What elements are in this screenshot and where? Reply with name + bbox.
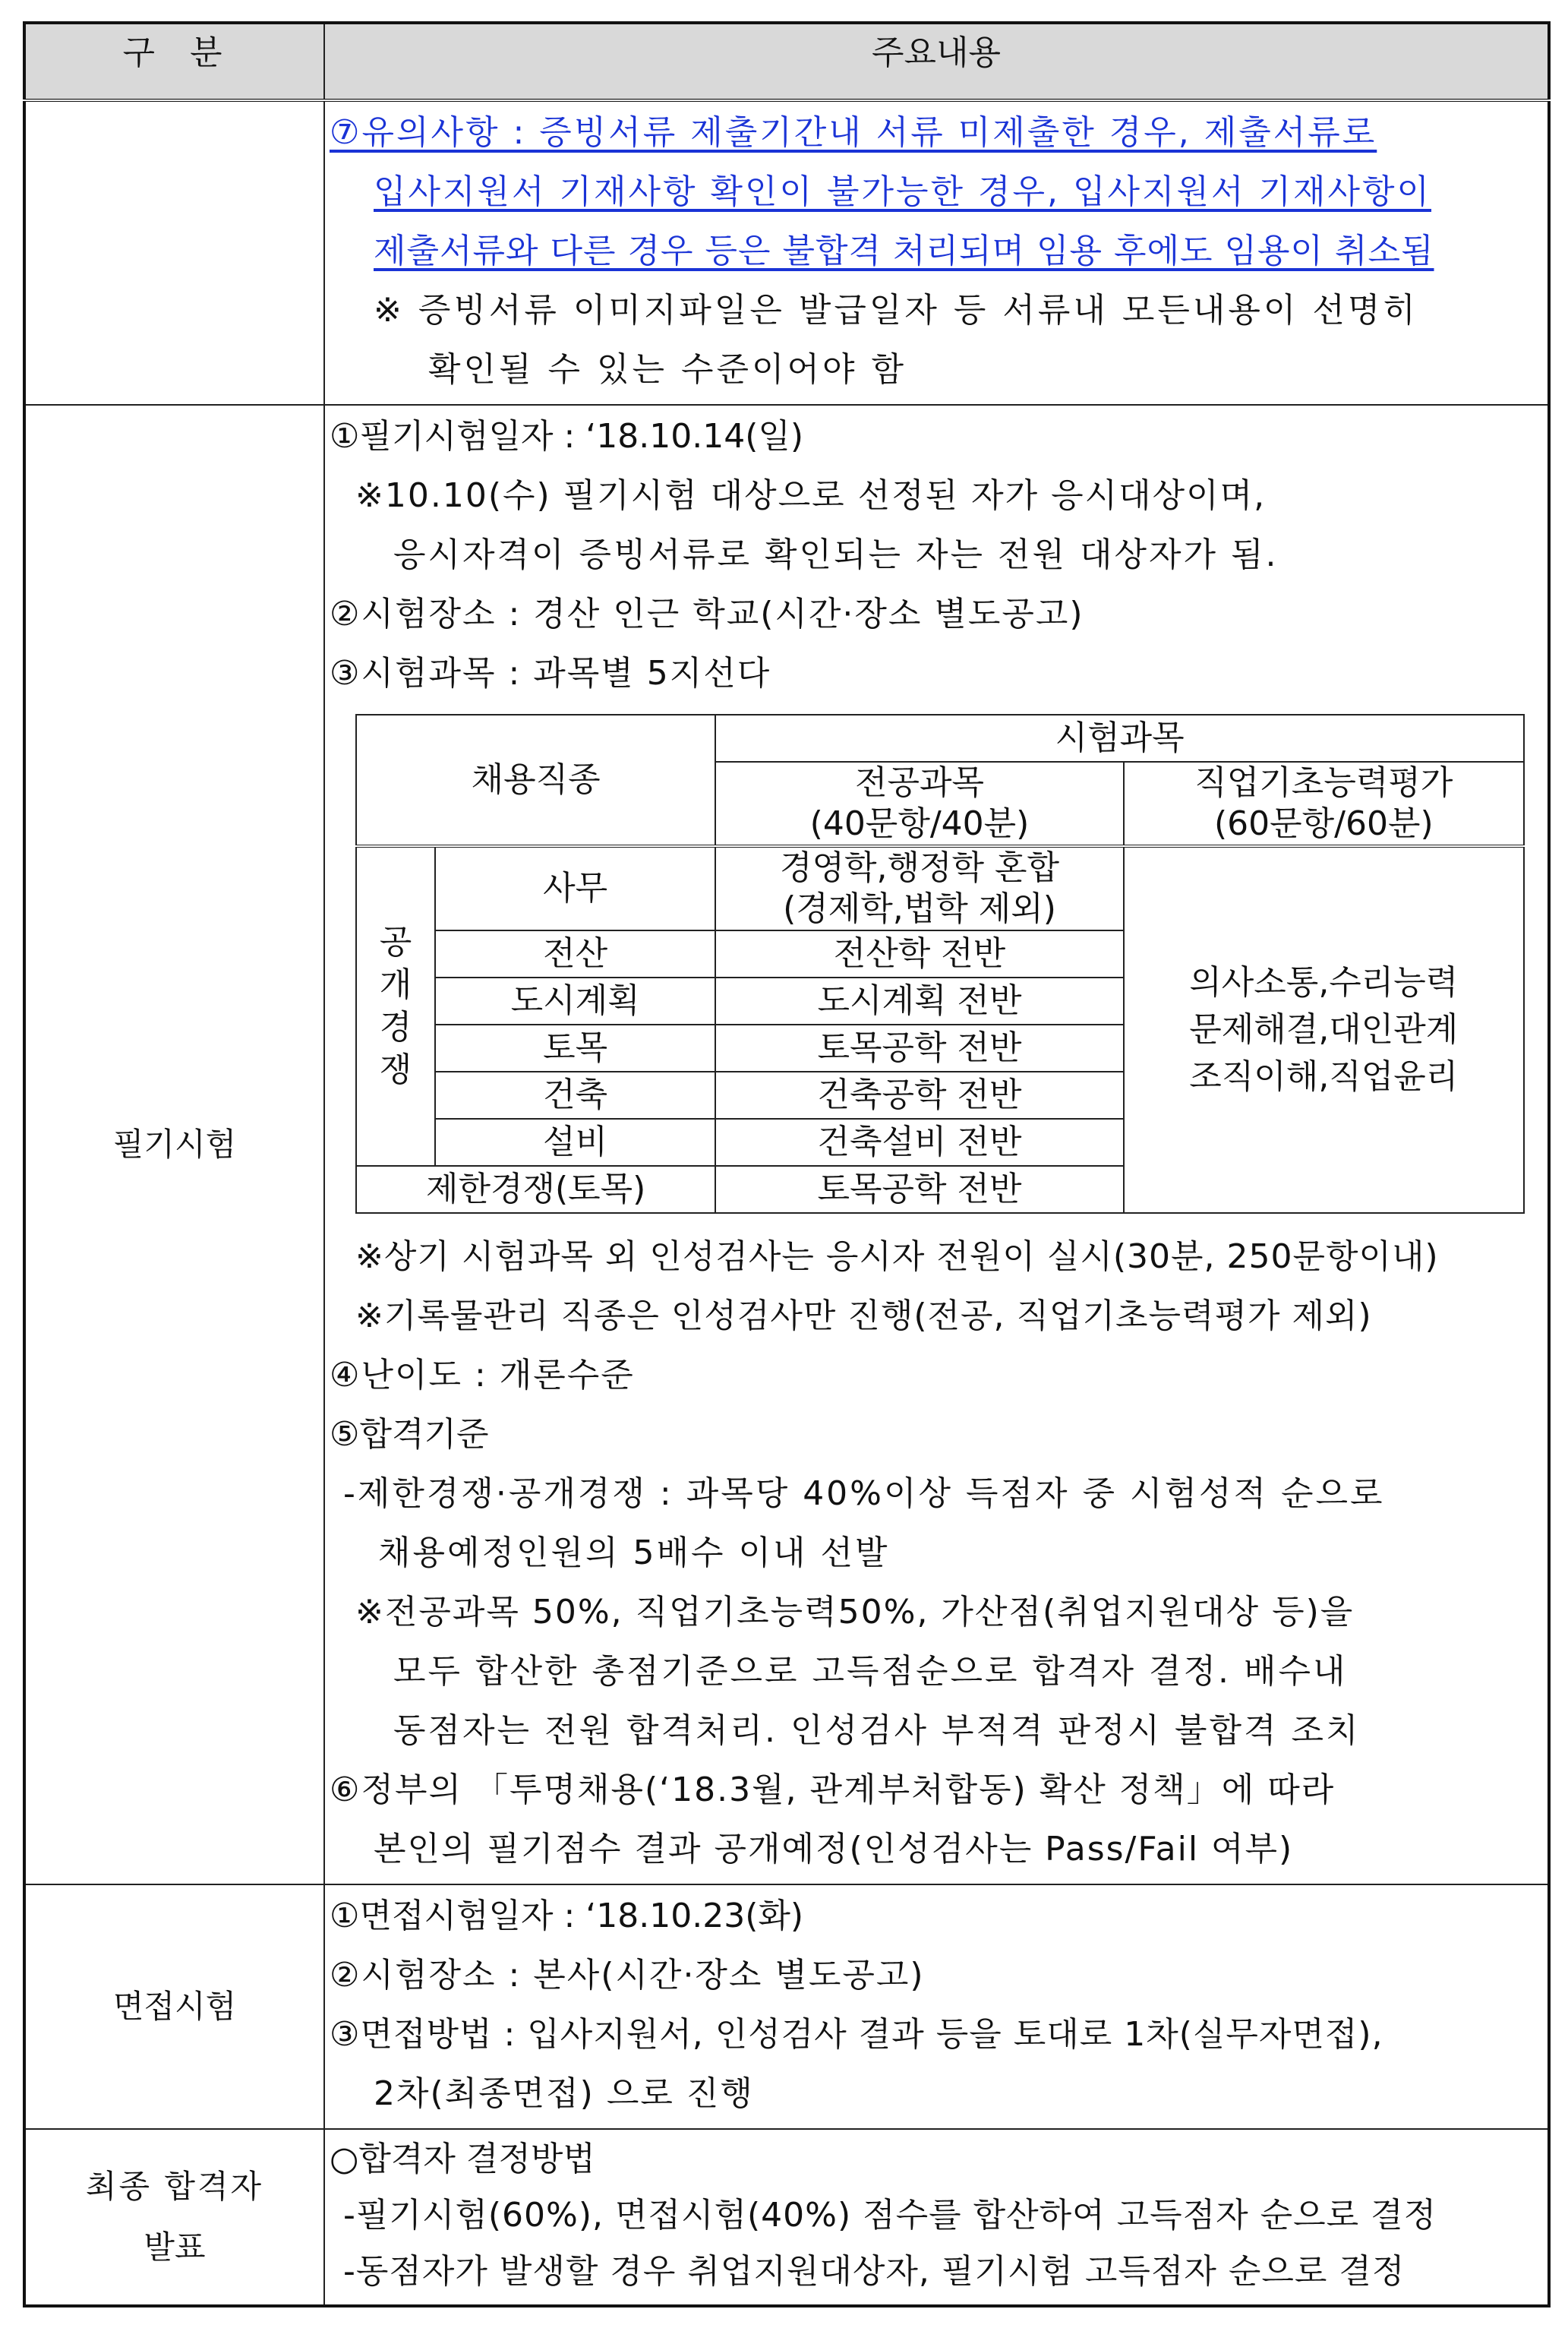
row-written-category: 필기시험: [24, 405, 324, 1884]
written-line: ⑥정부의 「투명채용(‘18.3월, 관계부처합동) 확산 정책」에 따라: [330, 1770, 1336, 1809]
subject-header-ncs-sub: (60문항/60분): [1213, 804, 1434, 843]
subject-header-job: 채용직종: [356, 715, 715, 846]
subject-header-ncs: [1124, 762, 1524, 846]
notes-blue-line: 입사지원서 기재사항 확인이 불가능한 경우, 입사지원서 기재사항이: [374, 172, 1432, 211]
table-header: [24, 23, 1549, 100]
job-cell-limited: 제한경쟁(토목): [356, 1166, 715, 1213]
notes-blue-line: ⑦유의사항 : 증빙서류 제출기간내 서류 미제출한 경우, 제출서류로: [330, 113, 1377, 152]
interview-line: ③면접방법 : 입사지원서, 인성검사 결과 등을 토대로 1차(실무자면접),: [330, 2015, 1383, 2054]
written-line: ①필기시험일자 : ‘18.10.14(일): [330, 417, 804, 456]
job-cell: 사무: [435, 846, 715, 930]
row-final-category: [24, 2129, 324, 2306]
document: [23, 21, 1547, 2307]
subject-header-ncs-title: 직업기초능력평가: [1194, 763, 1453, 802]
notes-line: 확인될 수 있는 수준이어야 함: [428, 350, 907, 389]
header-content: 주요내용: [324, 23, 1549, 100]
job-cell: 전산: [435, 930, 715, 978]
written-line: -제한경쟁·공개경쟁 : 과목당 40%이상 득점자 중 시험성적 순으로: [343, 1474, 1385, 1513]
header-category: 구 분: [24, 23, 324, 100]
interview-line: ①면접시험일자 : ‘18.10.23(화): [330, 1897, 804, 1935]
written-line: ③시험과목 : 과목별 5지선다: [330, 654, 771, 693]
major-cell: 도시계획 전반: [715, 978, 1123, 1025]
written-line: 응시자격이 증빙서류로 확인되는 자는 전원 대상자가 됨.: [393, 535, 1279, 574]
major-cell: 토목공학 전반: [715, 1166, 1123, 1213]
major-cell: 전산학 전반: [715, 930, 1123, 978]
major-cell: 건축설비 전반: [715, 1119, 1123, 1166]
recruitment-table: [23, 21, 1551, 2307]
row-notes: [24, 100, 1549, 405]
written-line: 채용예정인원의 5배수 이내 선발: [378, 1534, 890, 1572]
major-cell: 건축공학 전반: [715, 1072, 1123, 1119]
final-line: -동점자가 발생할 경우 취업지원대상자, 필기시험 고득점자 순으로 결정: [343, 2252, 1406, 2291]
subject-header-major: [715, 762, 1123, 846]
written-line: 본인의 필기점수 결과 공개예정(인성검사는 Pass/Fail 여부): [374, 1830, 1294, 1868]
written-line: ※10.10(수) 필기시험 대상으로 선정된 자가 응시대상이며,: [355, 476, 1267, 515]
major-cell: 경영학,행정학 혼합 (경제학,법학 제외): [715, 846, 1123, 930]
notes-blue-line: 제출서류와 다른 경우 등은 불합격 처리되며 임용 후에도 임용이 취소됨: [374, 232, 1434, 270]
major-cell: 토목공학 전반: [715, 1025, 1123, 1072]
subject-header-major-title: 전공과목: [854, 763, 984, 802]
written-line: ⑤합격기준: [330, 1415, 489, 1454]
written-line: ※전공과목 50%, 직업기초능력50%, 가산점(취업지원대상 등)을: [355, 1593, 1355, 1631]
final-line: -필기시험(60%), 면접시험(40%) 점수를 합산하여 고득점자 순으로 결정: [343, 2196, 1437, 2235]
written-line: 모두 합산한 총점기준으로 고득점순으로 합격자 결정. 배수내: [393, 1652, 1348, 1691]
subject-header-major-sub: (40문항/40분): [809, 804, 1030, 843]
ncs-cell: 의사소통,수리능력 문제해결,대인관계 조직이해,직업윤리: [1124, 846, 1524, 1213]
table-row: [356, 846, 1524, 930]
interview-line: ②시험장소 : 본사(시간·장소 별도공고): [330, 1956, 925, 1995]
row-interview-content: [324, 1884, 1549, 2129]
row-notes-content: [324, 100, 1549, 405]
written-line: ※기록물관리 직종은 인성검사만 진행(전공, 직업기초능력평가 제외): [355, 1297, 1372, 1335]
notes-line: ※ 증빙서류 이미지파일은 발급일자 등 서류내 모든내용이 선명히: [374, 291, 1418, 330]
subject-table: [355, 714, 1525, 1214]
row-interview: [24, 1884, 1549, 2129]
written-line: ※상기 시험과목 외 인성검사는 응시자 전원이 실시(30분, 250문항이내): [355, 1237, 1439, 1276]
final-category-line2: 발표: [144, 2228, 206, 2266]
row-written-content: [324, 405, 1549, 1884]
subject-header-subjects: 시험과목: [715, 715, 1524, 762]
row-final-content: [324, 2129, 1549, 2306]
written-line: 동점자는 전원 합격처리. 인성검사 부적격 판정시 불합격 조치: [393, 1711, 1361, 1750]
open-competition-label: 공 개 경 쟁: [356, 846, 435, 1166]
row-notes-category: [24, 100, 324, 405]
row-final: [24, 2129, 1549, 2306]
final-line: ○합격자 결정방법: [330, 2140, 595, 2178]
job-cell: 건축: [435, 1072, 715, 1119]
interview-line: 2차(최종면접) 으로 진행: [374, 2074, 754, 2113]
written-line: ②시험장소 : 경산 인근 학교(시간·장소 별도공고): [330, 595, 1084, 633]
row-written-exam: [24, 405, 1549, 1884]
written-line: ④난이도 : 개론수준: [330, 1356, 635, 1395]
job-cell: 설비: [435, 1119, 715, 1166]
job-cell: 도시계획: [435, 978, 715, 1025]
final-category-line1: 최종 합격자: [85, 2168, 264, 2205]
job-cell: 토목: [435, 1025, 715, 1072]
row-interview-category: 면접시험: [24, 1884, 324, 2129]
